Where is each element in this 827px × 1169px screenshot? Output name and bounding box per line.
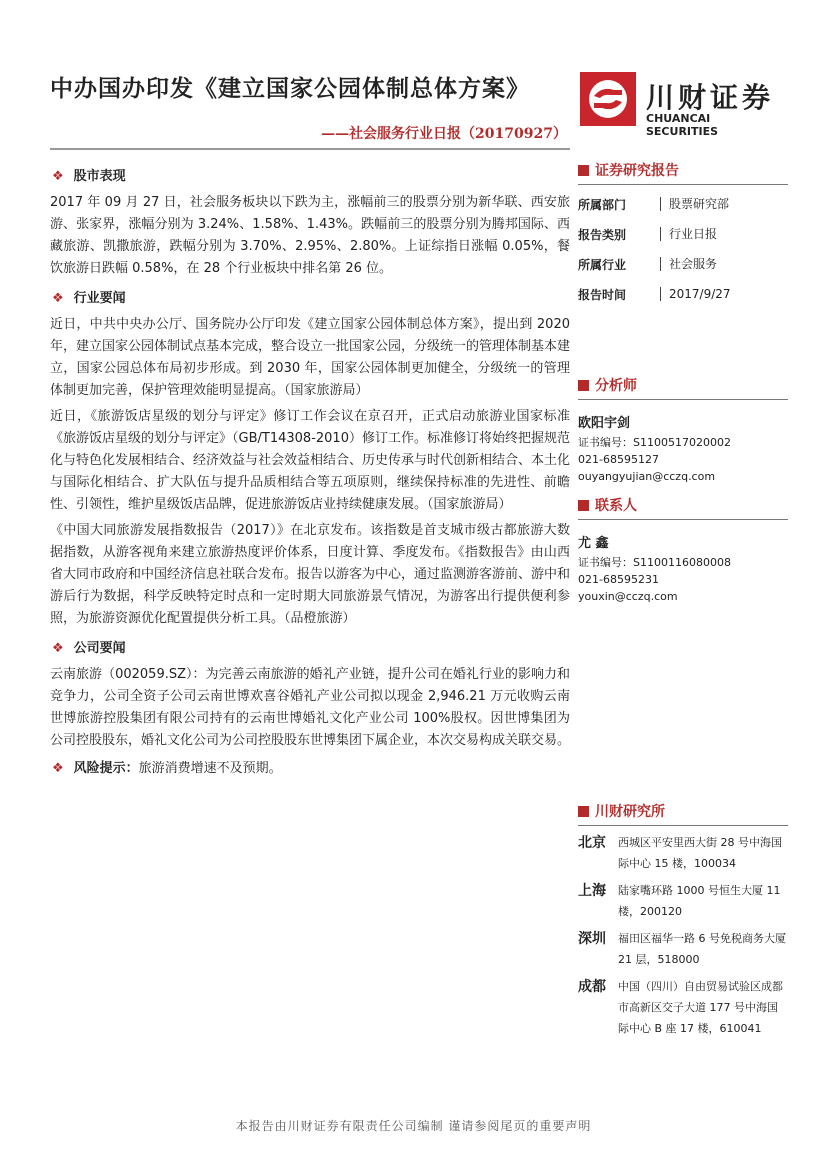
contact-cert: 证书编号：S1100116080008: [578, 556, 731, 569]
industry-news-1: 近日，中共中央办公厅、国务院办公厅印发《建立国家公园体制总体方案》，提出到 2020 年，建立国家公园体制试点基本完成，整合设立一批国家公园，分级统一的管理体制基本建立，国家公园总体布局初步形成。到 2030 年，国家公园体制更加健全，分级统一的管理体制更加完善，保护管理效能明显提高。（国家旅游局）: [50, 317, 571, 398]
info-row-industry: 所属行业 社会服务: [578, 257, 718, 272]
contact-phone: 021-68595231: [578, 573, 659, 586]
square-bullet-icon: [578, 380, 589, 391]
institute-heading: 川财研究所: [578, 801, 788, 826]
address-beijing: 北京 西城区平安里西大街 28 号中海国际中心 15 楼，100034: [578, 835, 782, 870]
address-chengdu: 成都 中国（四川）自由贸易试验区成都市高新区交子大道 177 号中海国际中心 B 座 17 楼，610041: [578, 979, 783, 1035]
address-shenzhen: 深圳 福田区福华一路 6 号免税商务大厦 21 层，518000: [578, 931, 786, 966]
diamond-bullet-icon: ❖: [52, 169, 64, 184]
logo-name-en: CHUANCAI SECURITIES: [646, 112, 719, 138]
report-heading: 证券研究报告: [578, 160, 788, 185]
analyst-phone: 021-68595127: [578, 453, 659, 466]
logo-mark-icon: [580, 72, 636, 126]
market-text: 2017 年 09 月 27 日，社会服务板块以下跌为主，涨幅前三的股票分别为新华联、西安旅游、张家界，涨幅分别为 3.24%、1.58%、1.43%。跌幅前三的股票分别为腾邦国际、西藏旅游、凯撒旅游，跌幅分别为 3.70%、2.95%、2.80%。上证综指日涨幅 0.05%，餐饮旅游日跌幅 0.58%，在 28 个行业板块中排名第 26 位。: [50, 195, 570, 276]
risk-text: 旅游消费增速不及预期。: [138, 761, 282, 776]
company-logo: [580, 72, 780, 138]
analyst-heading: 分析师: [578, 375, 788, 400]
info-row-department: 所属部门 股票研究部: [578, 197, 730, 212]
title-divider: [50, 148, 570, 150]
analyst-cert: 证书编号：S1100517020002: [578, 436, 731, 449]
market-heading: ❖ 股市表现: [52, 169, 126, 184]
diamond-bullet-icon: ❖: [52, 291, 64, 306]
contact-heading: 联系人: [578, 495, 788, 520]
main-content: [50, 158, 570, 780]
company-news: 云南旅游（002059.SZ）：为完善云南旅游的婚礼产业链，提升公司在婚礼行业的影响力和竞争力，公司全资子公司云南世博欢喜谷婚礼产业公司拟以现金 2,946.21 万元收购云南世博旅游控股集团有限公司持有的云南世博婚礼文化产业公司 100%股权。因世博集团为公司控股股东，婚礼文化公司为公司控股股东世博集团下属企业，本次交易构成关联交易。: [50, 667, 571, 748]
industry-news-2: 近日，《旅游饭店星级的划分与评定》修订工作会议在京召开，正式启动旅游业国家标准《旅游饭店星级的划分与评定》（GB/T14308-2010）修订工作。标准修订将始终把握规范化与特色化发展相结合、经济效益与社会效益相结合、历史传承与时代创新相结合、本土化与国际化相结合、扩大队伍与提升品质相结合等五项原则，继续保持标准的先进性、前瞻性、引领性，维护星级饭店品牌，促进旅游饭店业持续健康发展。（国家旅游局）: [50, 409, 571, 512]
square-bullet-icon: [578, 165, 589, 176]
square-bullet-icon: [578, 500, 589, 511]
analyst-name: 欧阳宇剑: [578, 416, 631, 431]
info-row-date: 报告时间 2017/9/27: [578, 287, 731, 302]
industry-news-3: 《中国大同旅游发展指数报告（2017）》在北京发布。该指数是首支城市级古都旅游大数据指数，从游客视角来建立旅游热度评价体系，日度计算、季度发布。《指数报告》由山西省大同市政府和中国经济信息社联合发布。报告以游客为中心，通过监测游客游前、游中和游后行为数据，科学反映特定时点和一定时期大同旅游景气情况，为游客出行提供便利参照，为旅游资源优化配置提供分析工具。（品橙旅游）: [50, 523, 571, 626]
analyst-email[interactable]: ouyangyujian@cczq.com: [578, 470, 716, 483]
risk-warning: [50, 758, 570, 780]
risk-label: 风险提示：: [73, 761, 139, 776]
info-row-type: 报告类别 行业日报: [578, 227, 718, 242]
sidebar: [578, 160, 788, 1039]
industry-heading: ❖ 行业要闻: [52, 291, 126, 306]
diamond-bullet-icon: ❖: [52, 641, 64, 656]
page-footer: 本报告由川财证券有限责任公司编制 谨请参阅尾页的重要声明: [235, 1119, 592, 1133]
report-info: [578, 189, 788, 309]
contact-name: 尤 鑫: [578, 536, 609, 551]
contact-email[interactable]: youxin@cczq.com: [578, 590, 678, 603]
address-shanghai: 上海 陆家嘴环路 1000 号恒生大厦 11 楼，200120: [578, 883, 781, 918]
square-bullet-icon: [578, 806, 589, 817]
report-subtitle: ——社会服务行业日报（20170927）: [321, 126, 567, 142]
diamond-bullet-icon: ❖: [52, 761, 64, 776]
company-heading: ❖ 公司要闻: [52, 641, 126, 656]
logo-name-cn: 川财证券: [646, 81, 775, 114]
report-title: 中办国办印发《建立国家公园体制总体方案》: [50, 75, 530, 102]
